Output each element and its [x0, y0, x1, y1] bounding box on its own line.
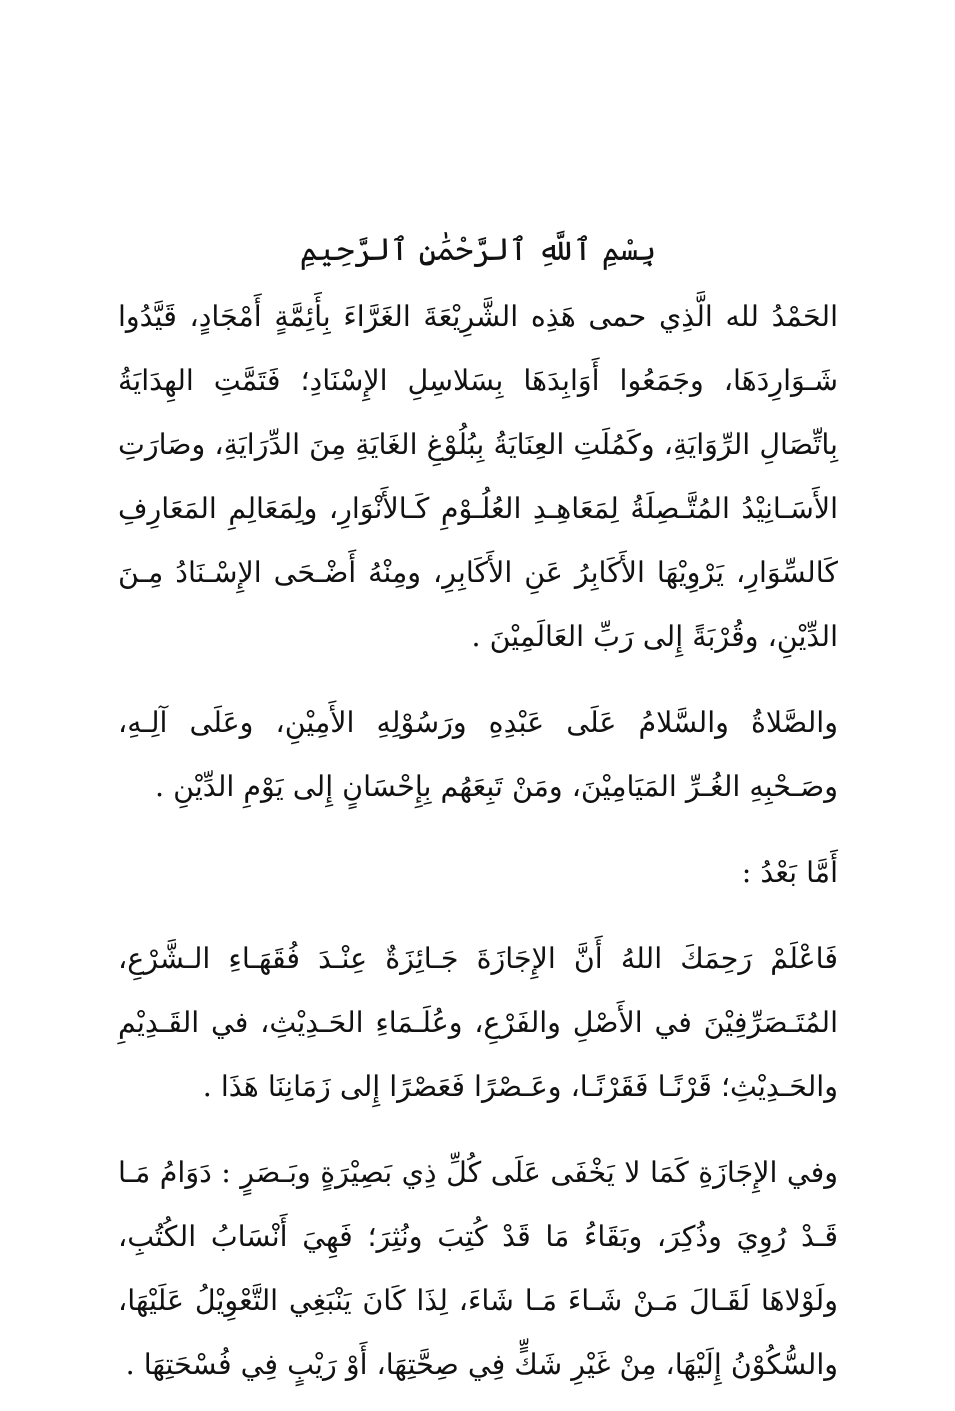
paragraph-spacer [118, 669, 838, 691]
document-page [118, 215, 838, 1397]
paragraph-ijaza-benefits: وفي الإِجَازَةِ كَمَا لا يَخْفَى عَلَى كُلِّ ذِي بَصِيْرَةٍ وبَـصَرٍ : دَوَامُ مَـا قَـدْ رُوِيَ وذُكِرَ، وبَقَاءُ مَا قَدْ كُتِبَ ونُثِرَ؛ فَهِيَ أَنْسَابُ الكُتُبِ، ولَوْلاهَا لَقَـالَ مَـنْ شَـاءَ مَـا شَاءَ، لِذَا كَانَ يَنْبَغِي التَّعْوِيْلُ عَلَيْهَا، والسُّكُوْنُ إِلَيْهَا، مِنْ غَيْرِ شَكٍّ فِي صِحَّتِهَا، أَوْ رَيْبٍ فِي فُسْحَتِهَا . [118, 1156, 838, 1381]
paragraph-praise: الحَمْدُ لله الَّذِي حمى هَذِه الشَّرِيْعَةَ الغَرَّاءَ بِأَئِمَّةٍ أَمْجَادٍ، قَيَّدُوا شَـوَارِدَهَا، وجَمَعُوا أَوَابِدَهَا بِسَلاسِلِ الإِسْنَادِ؛ فَتَمَّتِ الهِدَايَةُ بِاتِّصَالِ الرِّوَايَةِ، وكَمُلَتِ العِنَايَةُ بِبُلُوْغِ الغَايَةِ مِنَ الدِّرَايَةِ، وصَارَتِ الأَسَـانِيْدُ المُتَّـصِلَةُ لِمَعَاهِـدِ العُلُـوْمِ كَـالأَنْوَارِ، ولِمَعَالِمِ المَعَارِفِ كَالسِّوَارِ، يَرْوِيْهَا الأَكَابِرُ عَنِ الأَكَابِرِ، ومِنْهُ أَضْـحَى الإِسْـنَادُ مِـنَ الدِّيْنِ، وقُرْبَةً إِلى رَبِّ العَالَمِيْنَ . [118, 300, 838, 653]
basmala-heading: بِسْمِ ٱللَّهِ ٱلرَّحْمَٰنِ ٱلرَّحِيمِ [299, 232, 657, 268]
paragraph-spacer [118, 905, 838, 927]
paragraph-ijaza-permissibility: فَاعْلَمْ رَحِمَكَ اللهُ أَنَّ الإِجَازَةَ جَـائِزَةٌ عِنْـدَ فُقَهَـاءِ الـشَّرْعِ، المُتَـصَرِّفِيْنَ في الأَصْلِ والفَرْعِ، وعُلَـمَاءِ الحَـدِيْثِ، في القَـدِيْمِ والحَـدِيْثِ؛ قَرْنًـا فَقَرْنًـا، وعَـصْرًا فَعَصْرًا إِلى زَمَانِنَا هَذَا . [118, 942, 838, 1103]
paragraph-spacer [118, 819, 838, 841]
section-heading: أَمَّا بَعْدُ : [741, 856, 838, 889]
paragraph-salutation: والصَّلاةُ والسَّلامُ عَلَى عَبْدِهِ ورَسُوْلِهِ الأَمِيْنِ، وعَلَى آلِـهِ، وصَـحْبِهِ الغُـرِّ المَيَامِيْنَ، ومَنْ تَبِعَهُم بِإِحْسَانٍ إِلى يَوْمِ الدِّيْنِ . [118, 706, 838, 803]
paragraph-spacer [118, 1119, 838, 1141]
